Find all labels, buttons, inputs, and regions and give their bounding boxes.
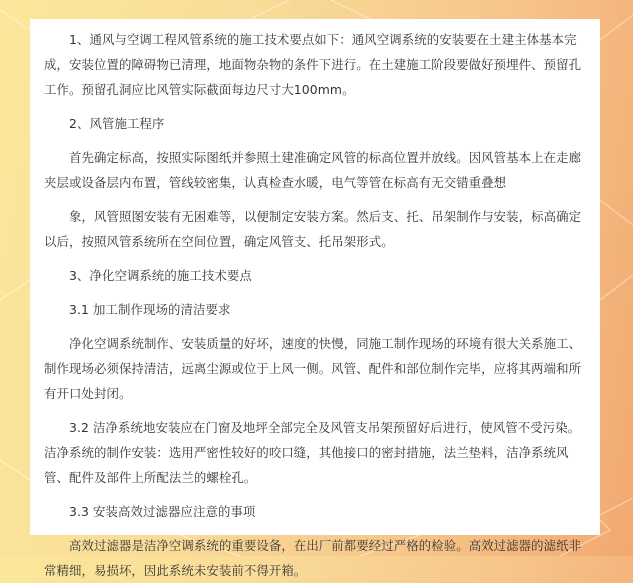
heading-3-3-hepa-filter: 3.3 安装高效过滤器应注意的事项 [69, 504, 256, 519]
paragraph-duct-installation-plan: 象，风管照图安装有无困难等，以便制定安装方案。然后支、托、吊架制作与安装，标高确定以后，按照风管系统所在空间位置，确定风管支、托吊架形式。 [44, 209, 582, 249]
heading-3-1-workshop-cleanliness: 3.1 加工制作现场的清洁要求 [69, 302, 231, 317]
paragraph-1-ventilation-overview: 1、通风与空调工程风管系统的施工技术要点如下：通风空调系统的安装要在土建主体基本完成，安装位置的障碍物已清理，地面物杂物的条件下进行。在土建施工阶段要做好预埋件、预留孔工作。预留孔洞应比风管实际截面每边尺寸大100mm。 [44, 32, 582, 97]
paragraph-hepa-filter: 高效过滤器是洁净空调系统的重要设备，在出厂前都要经过严格的检验。高效过滤器的滤纸非常精细，易损坏，因此系统未安装前不得开箱。 [44, 538, 582, 578]
heading-3-clean-ac-points: 3、净化空调系统的施工技术要点 [69, 268, 252, 283]
paragraph-workshop-cleanliness: 净化空调系统制作、安装质量的好坏，速度的快慢，同施工制作现场的环境有很大关系施工、制作现场必须保持清洁，远离尘源或位于上风一侧。风管、配件和部位制作完毕，应将其两端和所有开口处封闭。 [44, 336, 582, 401]
article-card [30, 19, 600, 578]
heading-2-duct-procedure: 2、风管施工程序 [69, 116, 165, 131]
paragraph-3-2-clean-system-install: 3.2 洁净系统地安装应在门窗及地坪全部完全及风管支吊架预留好后进行，使风管不受污染。洁净系统的制作安装：选用严密性较好的咬口缝，其他接口的密封措施，法兰垫料，洁净系统风管、配件及部件上所配法兰的螺栓孔。 [44, 420, 581, 485]
paragraph-duct-elevation: 首先确定标高，按照实际图纸并参照土建准确定风管的标高位置并放线。因风管基本上在走廊夹层或设备层内布置，管线较密集，认真检查水暖，电气等管在标高有无交错重叠想 [44, 150, 582, 190]
